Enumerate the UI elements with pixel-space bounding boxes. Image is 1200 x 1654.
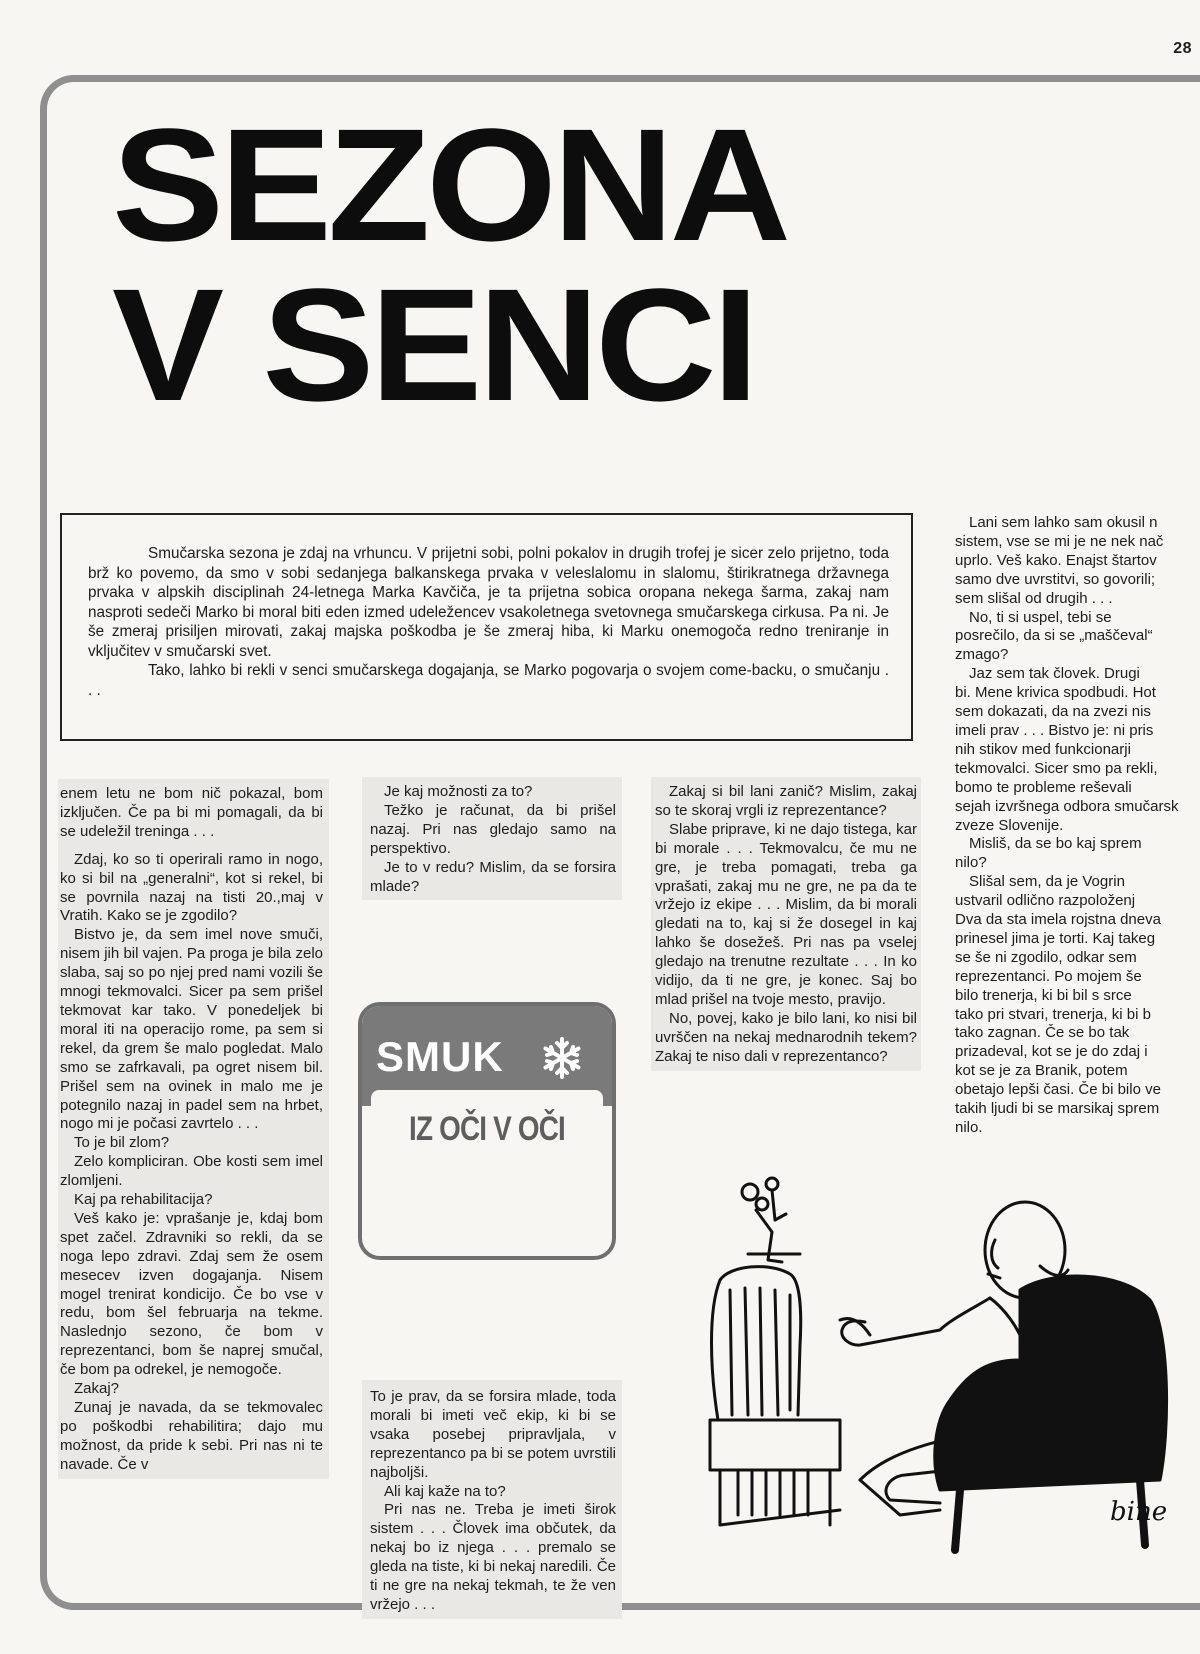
column-line: takih ljudi bi se marsikaj sprem xyxy=(955,1100,1160,1118)
column-line: sem slišal od drugih . . . xyxy=(955,589,1113,607)
column-line: kot se je za Branik, potem xyxy=(955,1062,1128,1080)
column-line: se še ni zgodilo, odkar sem xyxy=(955,948,1137,966)
intro-paragraph: Smučarska sezona je zdaj na vrhuncu. V prijetni sobi, polni pokalov in drugih trofej je sicer zelo prijetno, toda brž ko povemo, da smo v sobi sedanjega balkanskega prvaka v veleslalomu in slalomu, štirikratnega državnega prvaka v alpskih disciplinah 24-letnega Marka Kavčiča, je ta prijetna sobica oropana nekega šarma, zakaj nam nasproti sedeči Marko bi moral biti eden izmed udeležencev vsakoletnega svetovnega smučarskega cirkusa. Pa ni. Je še zmeraj prisiljen mirovati, zakaj majska poškodba je še zmeraj hiba, ki Marku onemogoča redno treniranje in vključitev v smučarski svet. xyxy=(88,545,889,660)
column-line: Jaz sem tak človek. Drugi xyxy=(969,665,1140,683)
column-line: sem dokazati, da na zvezi nis xyxy=(955,703,1151,721)
article-paragraph: Težko je računat, da bi prišel nazaj. Pri nas gledajo samo na perspektivo. xyxy=(370,801,616,857)
column-line: bilo trenerja, ki bi bil s srce xyxy=(955,986,1132,1004)
interview-question: To je bil zlom? xyxy=(74,1134,170,1152)
column-line: Lani sem lahko sam okusil n xyxy=(969,514,1158,531)
column-line: uprlo. Veš kako. Enajst štartov xyxy=(955,551,1157,569)
column-line: zveze Slovenije. xyxy=(955,816,1064,834)
article-column-2-top xyxy=(362,777,622,900)
interview-question: Ali kaj kaže na to? xyxy=(384,1482,506,1500)
column-line: sistem, vse se mi je ne nek nač xyxy=(955,532,1164,550)
article-paragraph: Zelo kompliciran. Obe kosti sem imel zlomljeni. xyxy=(60,1153,323,1190)
column-line: nilo? xyxy=(955,854,987,872)
column-line: Dva da sta imela rojstna dneva xyxy=(955,911,1161,929)
article-column-3 xyxy=(651,777,921,1071)
interview-question: Zakaj? xyxy=(74,1380,120,1398)
article-paragraph: Bistvo je, da sem imel nove smuči, nisem jih bil vajen. Pa proga je bila zelo slaba, saj so po njej pred nami vozili še mnogi tekmovalci. Sicer pa sem prišel tekmovat kar tako. V ponedeljek bi moral iti na operacijo rome, pa sem si rekel, da grem še malo pogledat. Malo smo se zafrkavali, pa ogret nisem bil. Prišel sem na ovinek in malo me je potegnilo nazaj in padel sem na hrbet, nogo mi je počasi zavrtelo . . . xyxy=(60,926,323,1133)
column-line: nilo. xyxy=(955,1119,983,1136)
interview-question: Zdaj, ko so ti operirali ramo in nogo, ko si bil na „generalni“, kot si rekel, bi se povrnila nazaj na tisti 20.,maj v Vratih. Kako se je zgodilo? xyxy=(60,850,323,925)
smuk-logo-box xyxy=(358,1002,616,1260)
snowflake-icon xyxy=(540,1036,584,1080)
column-line: imeli prav . . . Bistvo je: ni pris xyxy=(955,721,1154,739)
column-line: bomo te probleme reševali xyxy=(955,778,1132,796)
column-line: Misliš, da se bo kaj sprem xyxy=(969,835,1142,853)
interview-question: Je kaj možnosti za to? xyxy=(384,783,533,800)
column-line: tekmovalci. Sicer smo pa rekli, xyxy=(955,759,1158,777)
column-line: reprezentanci. Po mojem še xyxy=(955,967,1142,985)
cartoon-signature: bine xyxy=(1110,1497,1168,1527)
article-paragraph: To je prav, da se forsira mlade, toda morali bi imeti več ekip, ki bi se vsaka posebej pripravljala, v reprezentanco pa bi se potem uvrstili najboljši. xyxy=(370,1388,616,1481)
column-line: No, ti si uspel, tebi se xyxy=(969,608,1112,626)
intro-box xyxy=(60,513,913,741)
article-paragraph: Slabe priprave, ki ne dajo tistega, kar bi morale . . . Tekmovalcu, če mu ne gre, je treba pomagati, treba ga vprašati, zakaj mu ne gre, ne pa da te vržejo iz ekipe . . . Mislim, da bi morali gledati na to, kaj si že dosegel in kaj lahko še dosežeš. Pri nas pa vselej gledajo na trenutne rezultate . . . In ko vidijo, da ti ne gre, je konec. Saj bo mlad prišel na tvoje mesto, pravijo. xyxy=(655,820,917,1008)
article-column-2-bottom xyxy=(362,1380,622,1619)
column-line: nih stikov med funkcionarji xyxy=(955,740,1131,758)
column-line: posrečilo, da si se „maščeval“ xyxy=(955,627,1153,645)
interview-question: Zakaj si bil lani zanič? Mislim, zakaj so te skoraj vrgli iz reprezentance? xyxy=(655,783,917,819)
column-line: tako pri stvari, trenerja, ki bi b xyxy=(955,1005,1151,1023)
smuk-subtitle: IZ OČI V OČI xyxy=(409,1110,565,1148)
smuk-title: SMUK xyxy=(376,1033,504,1080)
interview-question: No, povej, kako je bilo lani, ko nisi bil uvrščen na nekaj mednarodnih tekem? Zakaj te niso dali v reprezentanco? xyxy=(655,1009,917,1065)
page-number: 28 xyxy=(1173,40,1192,57)
column-line: tako zagnan. Če se bo tak xyxy=(955,1024,1130,1042)
article-paragraph: enem letu ne bom nič pokazal, bom izključen. Če pa bi mi pomagali, da bi se udeležil treninga . . . xyxy=(60,785,323,840)
article-column-1 xyxy=(58,779,329,1479)
headline-line-1: SEZONA xyxy=(112,95,787,274)
headline xyxy=(112,95,787,434)
column-line: obetajo lepši časi. Če bi bilo ve xyxy=(955,1081,1161,1099)
column-line: bi. Mene krivica spodbudi. Hot xyxy=(955,684,1156,702)
article-column-4 xyxy=(955,510,1200,1142)
article-paragraph: Zunaj je navada, da se tekmovalec po poškodbi rehabilitira; dajo mu možnost, da pride k sebi. Pri nas ni te navade. Če v xyxy=(60,1399,323,1473)
headline-line-2: V SENCI xyxy=(112,255,755,434)
article-paragraph: Pri nas ne. Treba je imeti širok sistem . . . Človek ima občutek, da nekaj bo iz njega . . . premalo se gleda na tiste, ki bi nekaj naredili. Če ti ne gre na nekaj tekmah, te že ven vržejo . . . xyxy=(370,1501,616,1613)
column-line: ustvaril odlično razpoloženj xyxy=(955,892,1136,910)
cartoon-illustration xyxy=(690,1170,1195,1570)
column-line: prizadeval, kot se je do zdaj i xyxy=(955,1043,1148,1061)
intro-paragraph: Tako, lahko bi rekli v senci smučarskega dogajanja, se Marko pogovarja o svojem come-backu, o smučanju . . . xyxy=(88,662,889,699)
column-line: samo dve uvrstitvi, so govorili; xyxy=(955,570,1156,588)
column-line: sejah izvršnega odbora smučarsk xyxy=(955,797,1179,815)
column-line: zmago? xyxy=(955,646,1009,664)
interview-question: Je to v redu? Mislim, da se forsira mlade? xyxy=(370,858,616,895)
column-line: prinesel jima je torti. Kaj takeg xyxy=(955,929,1156,947)
interview-question: Kaj pa rehabilitacija? xyxy=(74,1191,213,1209)
article-paragraph: Veš kako je: vprašanje je, kdaj bom spet začel. Zdravniki so rekli, da se noga lepo zdravi. Zdaj sem že osem mesecev izven dogajanja. Nisem mogel trenirat kondicijo. Če bo vse v redu, bom šel februarja na tekme. Naslednjo sezono, če bom v reprezentanci, bom še naprej smučal, če bom pa odrekel, je nemogoče. xyxy=(60,1209,323,1379)
column-line: Slišal sem, da je Vogrin xyxy=(969,873,1125,891)
